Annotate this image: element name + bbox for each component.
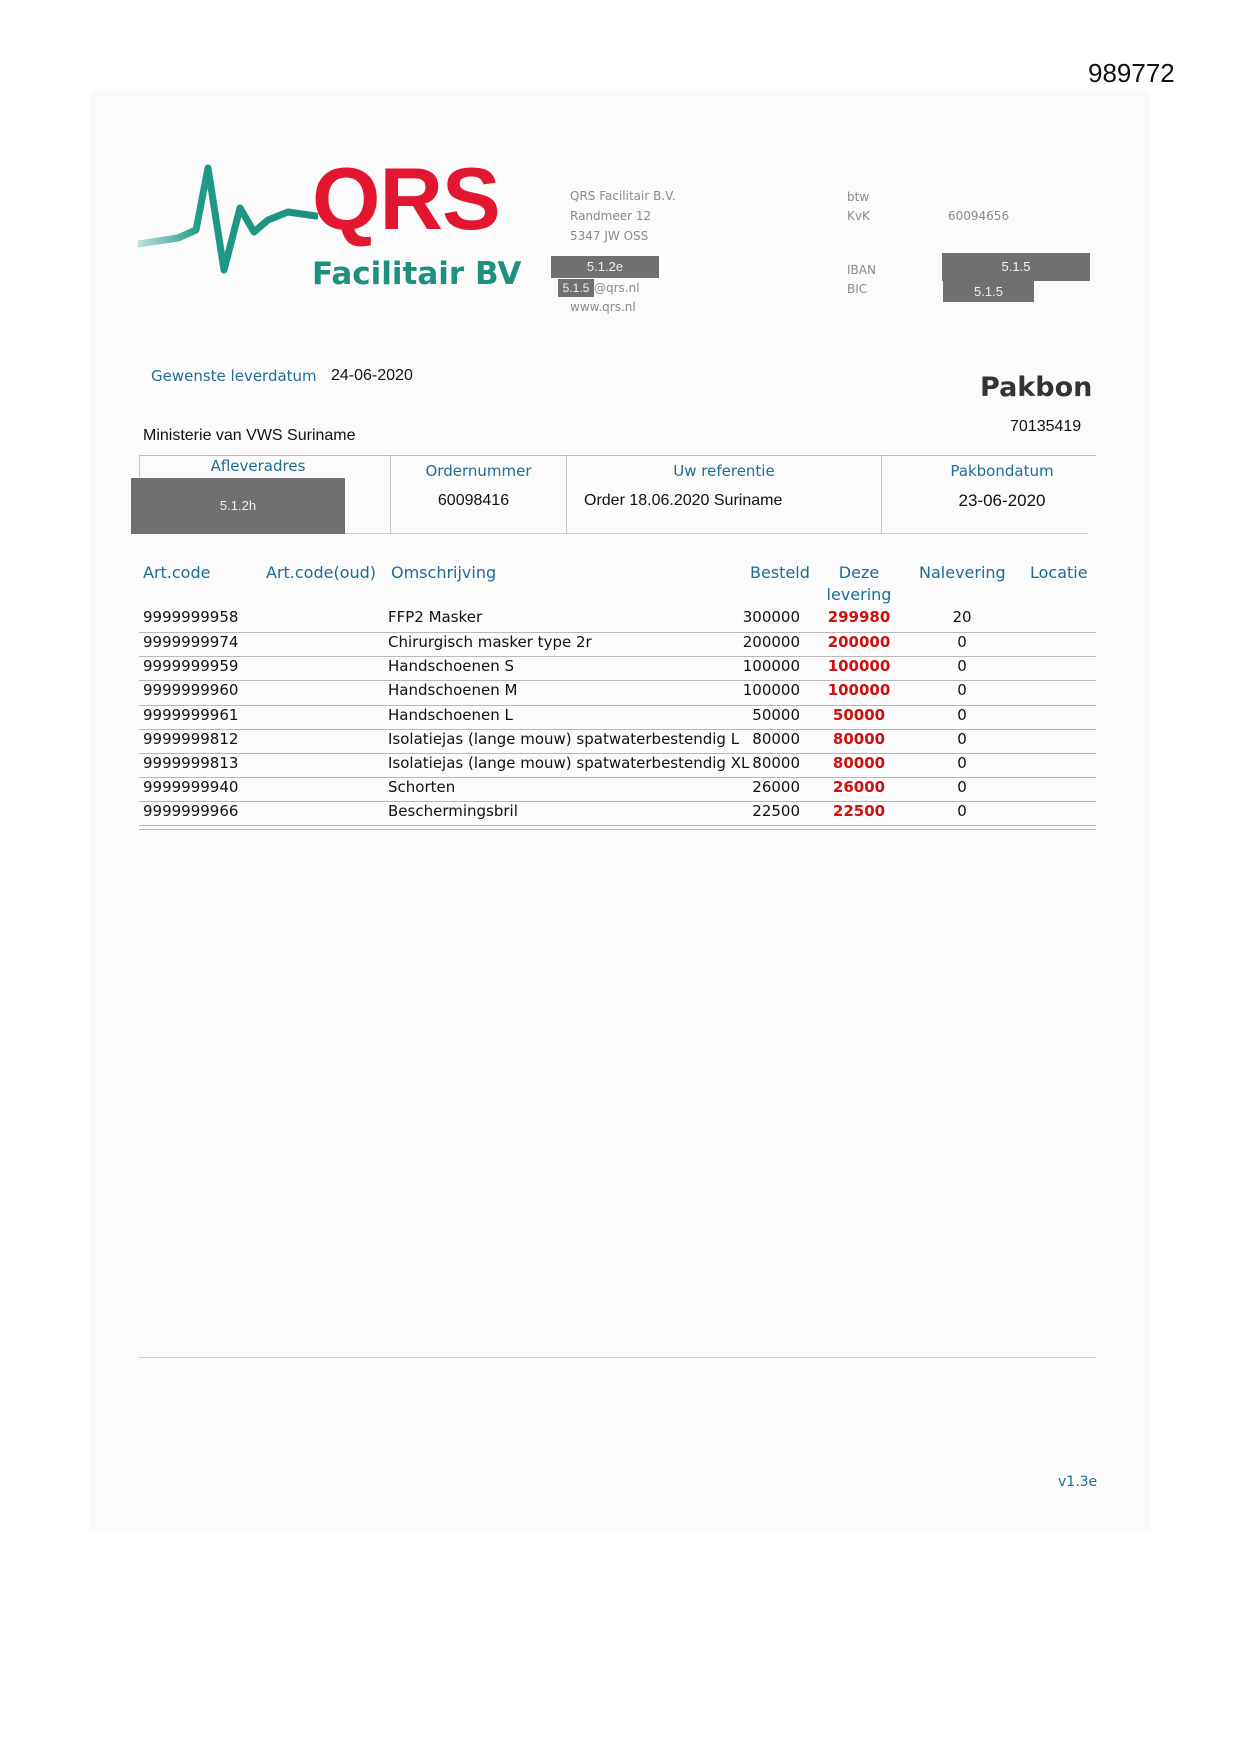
redaction-iban: 5.1.5 — [942, 253, 1090, 281]
row-artcode: 9999999974 — [143, 633, 239, 651]
col-header-artcode: Art.code — [143, 563, 211, 582]
row-artcode: 9999999959 — [143, 657, 239, 675]
row-deze-levering: 299980 — [827, 608, 891, 626]
row-nalevering: 0 — [957, 681, 967, 699]
row-nalevering: 0 — [957, 706, 967, 724]
ordernummer-value: 60098416 — [437, 492, 510, 509]
referentie-label: Uw referentie — [673, 462, 775, 480]
row-besteld: 22500 — [752, 802, 800, 820]
row-divider — [139, 825, 1096, 826]
col-header-besteld: Besteld — [750, 563, 810, 582]
col-header-omschrijving: Omschrijving — [391, 563, 497, 582]
col-header-locatie: Locatie — [1030, 563, 1088, 582]
redaction-phone: 5.1.2e — [551, 256, 659, 278]
row-artcode: 9999999812 — [143, 730, 239, 748]
row-besteld: 200000 — [742, 633, 800, 651]
afleveradres-label: Afleveradres — [210, 457, 306, 475]
row-deze-levering: 22500 — [832, 802, 886, 820]
col-header-artcode-old: Art.code(oud) — [266, 563, 377, 582]
row-deze-levering: 80000 — [832, 754, 886, 772]
row-besteld: 26000 — [752, 778, 800, 796]
redaction-email: 5.1.5 — [558, 279, 594, 297]
row-deze-levering: 100000 — [827, 657, 891, 675]
row-description: Beschermingsbril — [388, 802, 518, 820]
bic-label: BIC — [847, 282, 868, 296]
kvk-label: KvK — [847, 209, 870, 223]
referentie-value: Order 18.06.2020 Suriname — [584, 492, 783, 509]
row-nalevering: 0 — [957, 754, 967, 772]
row-artcode: 9999999813 — [143, 754, 239, 772]
info-bottom-rule — [344, 533, 1088, 534]
company-email-suffix: @qrs.nl — [594, 281, 640, 295]
company-street: Randmeer 12 — [570, 209, 652, 223]
logo-wordmark: QRS — [312, 149, 500, 248]
row-nalevering: 0 — [957, 633, 967, 651]
row-deze-levering: 50000 — [832, 706, 886, 724]
row-artcode: 9999999940 — [143, 778, 239, 796]
row-deze-levering: 26000 — [832, 778, 886, 796]
row-nalevering: 0 — [957, 730, 967, 748]
info-top-rule — [139, 455, 1096, 456]
row-description: Chirurgisch masker type 2r — [388, 633, 592, 651]
row-besteld: 100000 — [742, 681, 800, 699]
row-artcode: 9999999960 — [143, 681, 239, 699]
row-artcode: 9999999966 — [143, 802, 239, 820]
kvk-value: 60094656 — [948, 209, 1010, 223]
document-number: 989772 — [1088, 58, 1175, 88]
redaction-afleveradres: 5.1.2h — [131, 478, 345, 534]
row-description: Handschoenen M — [388, 681, 518, 699]
document-title: Pakbon — [980, 372, 1093, 403]
row-deze-levering: 100000 — [827, 681, 891, 699]
row-artcode: 9999999961 — [143, 706, 239, 724]
delivery-date-value: 24-06-2020 — [331, 367, 413, 384]
footer-rule — [139, 1357, 1096, 1358]
row-description: Schorten — [388, 778, 456, 796]
row-besteld: 300000 — [742, 608, 800, 626]
row-artcode: 9999999958 — [143, 608, 239, 626]
row-besteld: 50000 — [752, 706, 800, 724]
row-besteld: 80000 — [752, 754, 800, 772]
row-description: Handschoenen L — [388, 706, 513, 724]
company-city: 5347 JW OSS — [570, 229, 649, 243]
ordernummer-label: Ordernummer — [425, 462, 532, 480]
heartbeat-icon — [138, 160, 318, 280]
pakbondatum-value: 23-06-2020 — [958, 491, 1046, 510]
row-nalevering: 0 — [957, 657, 967, 675]
row-description: Handschoenen S — [388, 657, 515, 675]
company-name: QRS Facilitair B.V. — [570, 189, 676, 203]
customer-name: Ministerie van VWS Suriname — [143, 427, 356, 444]
iban-label: IBAN — [847, 263, 876, 277]
delivery-date-label: Gewenste leverdatum — [151, 367, 317, 385]
pakbon-number: 70135419 — [1010, 418, 1082, 435]
col-header-levering: levering — [826, 585, 892, 604]
row-deze-levering: 80000 — [832, 730, 886, 748]
redaction-bic: 5.1.5 — [943, 281, 1034, 302]
version-label: v1.3e — [1058, 1474, 1098, 1490]
row-nalevering: 0 — [957, 778, 967, 796]
company-website: www.qrs.nl — [570, 300, 636, 314]
logo-subtitle: Facilitair BV — [312, 256, 522, 292]
table-bottom-rule — [139, 829, 1096, 830]
row-nalevering: 0 — [957, 802, 967, 820]
btw-label: btw — [847, 190, 870, 204]
col-header-deze: Deze — [838, 563, 880, 582]
row-deze-levering: 200000 — [827, 633, 891, 651]
row-besteld: 80000 — [752, 730, 800, 748]
row-nalevering: 20 — [952, 608, 972, 626]
row-besteld: 100000 — [742, 657, 800, 675]
row-description: FFP2 Masker — [388, 608, 483, 626]
col-header-nalevering: Nalevering — [919, 563, 1006, 582]
pakbondatum-label: Pakbondatum — [950, 462, 1054, 480]
row-description: Isolatiejas (lange mouw) spatwaterbestendig L — [388, 730, 740, 748]
row-description: Isolatiejas (lange mouw) spatwaterbestendig XL — [388, 754, 750, 772]
